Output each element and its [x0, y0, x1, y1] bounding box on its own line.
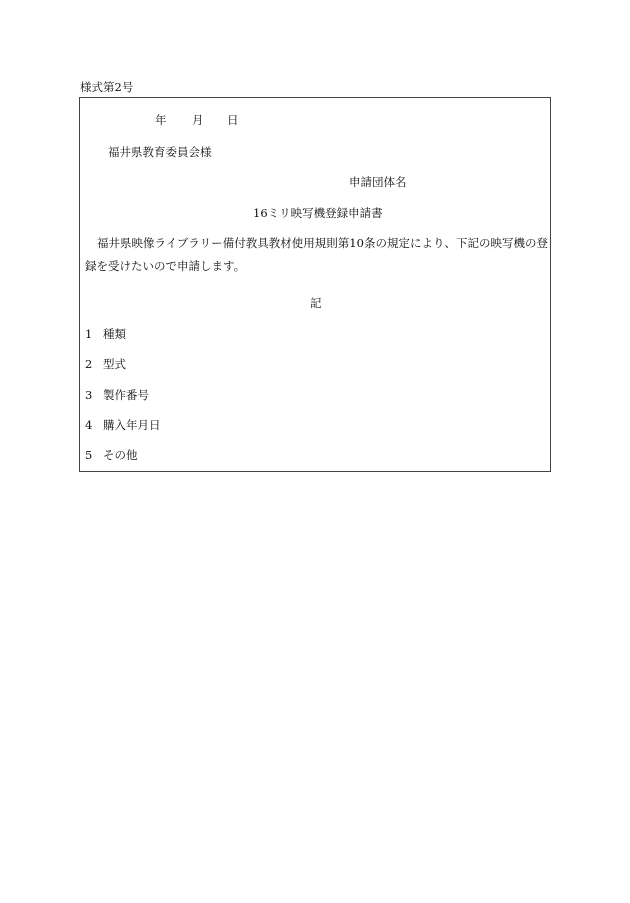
- item-label-type: 種類: [103, 327, 126, 341]
- list-item: [85, 418, 161, 432]
- item-number: 5: [85, 448, 93, 462]
- applicant-organization-label: 申請団体名: [349, 175, 407, 189]
- item-label-serial-number: 製作番号: [103, 388, 149, 402]
- item-number: 3: [85, 388, 93, 402]
- date-day-label: 日: [227, 113, 239, 127]
- item-label-purchase-date: 購入年月日: [103, 418, 161, 432]
- addressee: 福井県教育委員会様: [108, 145, 212, 159]
- list-item: [85, 357, 126, 371]
- item-label-model: 型式: [103, 357, 126, 371]
- ki-heading: 記: [310, 296, 322, 310]
- list-item: [85, 388, 149, 402]
- form-number-label: 様式第2号: [80, 80, 134, 94]
- item-number: 4: [85, 418, 93, 432]
- list-item: [85, 448, 138, 462]
- date-year-label: 年: [155, 113, 167, 127]
- item-number: 1: [85, 327, 93, 341]
- document-title: 16ミリ映写機登録申請書: [253, 206, 383, 220]
- item-number: 2: [85, 357, 93, 371]
- body-text-line-1: 福井県映像ライブラリー備付教具教材使用規則第10条の規定により、下記の映写機の登: [97, 236, 548, 250]
- list-item: [85, 327, 126, 341]
- body-text-line-2: 録を受けたいので申請します。: [85, 259, 246, 273]
- item-label-other: その他: [103, 448, 138, 462]
- date-month-label: 月: [192, 113, 204, 127]
